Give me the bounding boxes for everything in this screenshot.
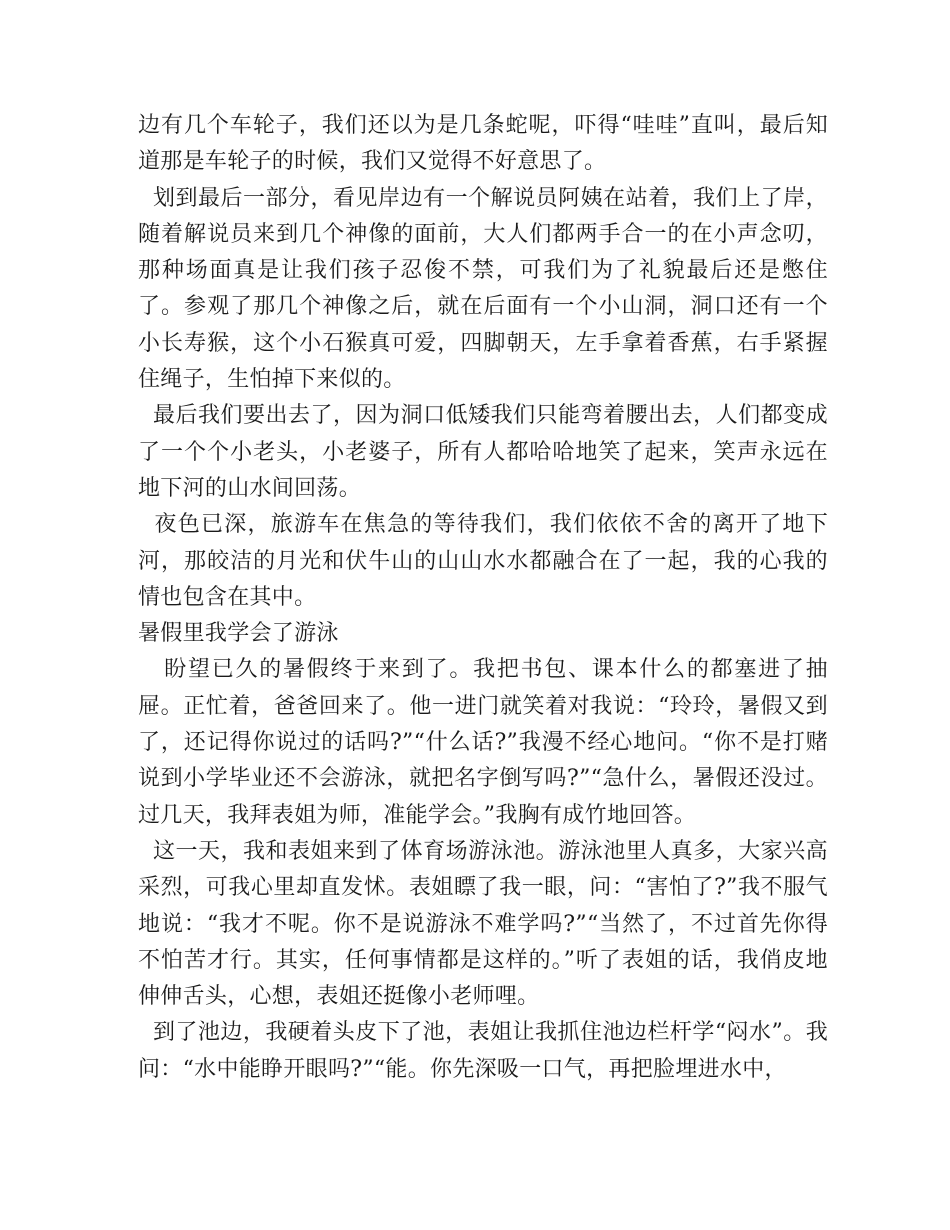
- paragraph-5: 盼望已久的暑假终于来到了。我把书包、课本什么的都塞进了抽屉。正忙着，爸爸回来了。他一进门就笑着对我说：“玲玲，暑假又到了，还记得你说过的话吗?”“什么话?”我漫不经心地问。“你不是打赌说到小学毕业还不会游泳，就把名字倒写吗?”“急什么，暑假还没过。过几天，我拜表姐为师，准能学会。”我胸有成竹地回答。: [138, 657, 828, 828]
- paragraph-6: 这一天，我和表姐来到了体育场游泳池。游泳池里人真多，大家兴高采烈，可我心里却直发怵。表姐瞟了我一眼，问：“害怕了?”我不服气地说：“我才不呢。你不是说游泳不难学吗?”“当然了，不过首先你得不怕苦才行。其实，任何事情都是这样的。”听了表姐的话，我俏皮地伸伸舌头，心想，表姐还挺像小老师哩。: [138, 838, 828, 1010]
- paragraph-3: 最后我们要出去了，因为洞口低矮我们只能弯着腰出去，人们都变成了一个个小老头，小老婆子，所有人都哈哈地笑了起来，笑声永远在地下河的山水间回荡。: [138, 403, 828, 501]
- paragraph-2: 划到最后一部分，看见岸边有一个解说员阿姨在站着，我们上了岸，随着解说员来到几个神像的面前，大人们都两手合一的在小声念叨，那种场面真是让我们孩子忍俊不禁，可我们为了礼貌最后还是憋住了。参观了那几个神像之后，就在后面有一个小山洞，洞口还有一个小长寿猴，这个小石猴真可爱，四脚朝天，左手拿着香蕉，右手紧握住绳子，生怕掉下来似的。: [138, 185, 828, 393]
- document-body: [138, 108, 828, 1088]
- paragraph-7: 到了池边，我硬着头皮下了池，表姐让我抓住池边栏杆学“闷水”。我问：“水中能睁开眼吗?”“能。你先深吸一口气，再把脸埋进水中，: [138, 1020, 828, 1082]
- section-title: 暑假里我学会了游泳: [138, 621, 339, 647]
- paragraph-4: 夜色已深，旅游车在焦急的等待我们，我们依依不舍的离开了地下河，那皎洁的月光和伏牛山的山山水水都融合在了一起，我的心我的情也包含在其中。: [138, 512, 828, 610]
- paragraph-1: 边有几个车轮子，我们还以为是几条蛇呢，吓得“哇哇”直叫，最后知道那是车轮子的时候，我们又觉得不好意思了。: [138, 113, 828, 175]
